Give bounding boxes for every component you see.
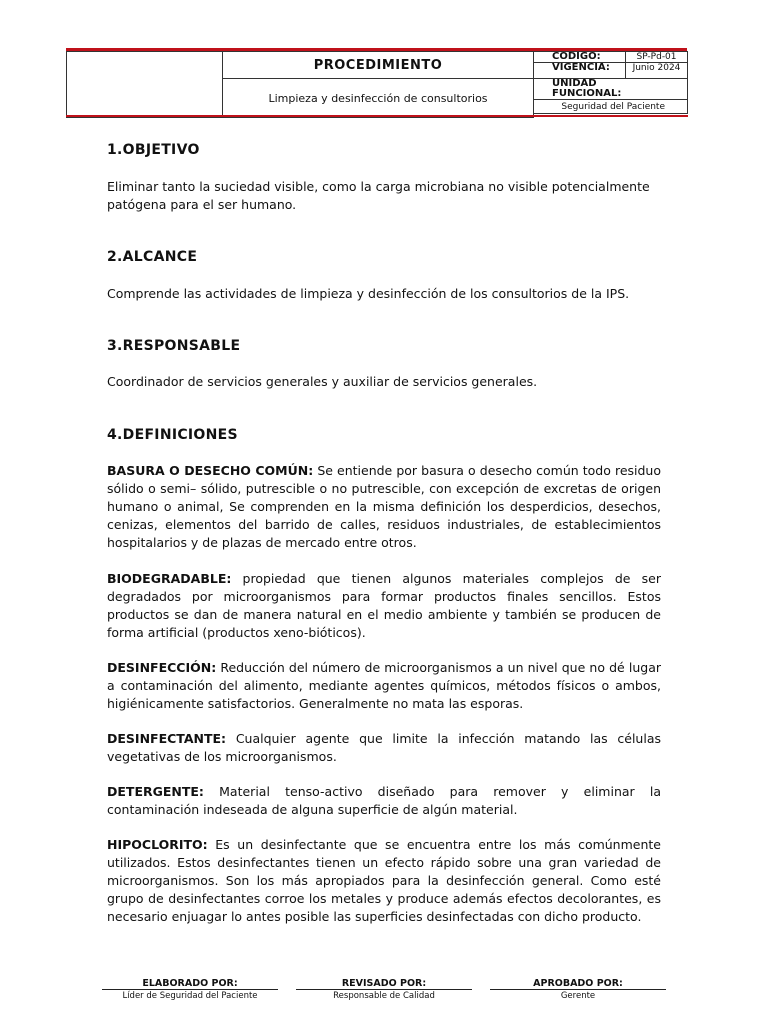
aprobado-label: APROBADO POR: [533,978,623,989]
definition-basura [107,462,661,552]
heading-objetivo: 1.OBJETIVO [107,142,200,158]
footer-revisado [296,978,472,1001]
definition-text: Es un desinfectante que se encuentra entre los más comúnmente utilizados. Estos desinfectantes tienen un efecto rápido sobre una gran variedad de microorganismos. Son los más apropiados para la desinfección general. Como esté grupo de desinfectantes corroe los metales y produce además efectos decolorantes, es necesario enjuagar lo antes posible las superficies desinfectadas con dicho producto. [107,837,661,924]
definition-term: DETERGENTE: [107,784,204,799]
definition-term: DESINFECCIÓN: [107,660,217,675]
signature-line [490,989,666,990]
unidad-value: Seguridad del Paciente [534,100,688,114]
unidad-label [534,79,688,100]
heading-alcance: 2.ALCANCE [107,249,198,265]
definition-desinfeccion [107,659,661,713]
definition-detergente [107,783,661,819]
vigencia-label: VIGENCIA: [534,63,626,79]
text-responsable: Coordinador de servicios generales y auxiliar de servicios generales. [107,374,538,389]
definition-term: BIODEGRADABLE: [107,571,232,586]
document-header [66,51,688,118]
definition-text: propiedad que tienen algunos materiales complejos de ser degradados por microorganismos para formar productos finales sencillos. Estos productos se dan de manera natural en el medio ambiente y también se producen de forma artificial (productos xeno-bióticos). [107,571,661,640]
logo-area [67,52,223,118]
footer-aprobado [490,978,666,1001]
definition-term: DESINFECTANTE: [107,731,227,746]
definition-text: Reducción del número de microorganismos a un nivel que no dé lugar a contaminación del alimento, mediante agentes químicos, métodos físicos o ambos, higiénicamente satisfactorios. Generalmente no mata las esporas. [107,660,661,711]
unidad-label-line-1: UNIDAD [552,78,597,89]
signature-line [296,989,472,990]
definition-term: BASURA O DESECHO COMÚN: [107,463,314,478]
aprobado-value: Gerente [560,991,596,1001]
definition-hipoclorito [107,836,661,926]
vigencia-value: Junio 2024 [626,63,688,79]
unidad-label-line-2: FUNCIONAL: [552,88,622,99]
footer-elaborado [102,978,278,1001]
codigo-value: SP-Pd-01 [626,52,688,63]
definition-biodegradable [107,570,661,642]
definition-text: Se entiende por basura o desecho común todo residuo sólido o semi– sólido, putrescible o no putrescible, con excepción de excretas de origen humano o animal, Se comprenden en la misma definición los desperdicios, desechos, cenizas, elementos del barrido de calles, residuos industriales, de establecimientos hospitalarios y de plazas de mercado entre otros. [107,463,662,550]
definition-text: Cualquier agente que limite la infección matando las células vegetativas de los microorganismos. [107,731,661,764]
revisado-label: REVISADO POR: [341,978,427,989]
header-bottom-rule [66,115,687,117]
elaborado-value: Líder de Seguridad del Paciente [122,991,258,1001]
document-subtitle: Limpieza y desinfección de consultorios [223,79,534,118]
definition-text: Material tenso-activo diseñado para remover y eliminar la contaminación indeseada de alguna superficie de algún material. [107,784,661,817]
definition-term: HIPOCLORITO: [107,837,208,852]
heading-definiciones: 4.DEFINICIONES [107,427,238,443]
text-alcance: Comprende las actividades de limpieza y desinfección de los consultorios de la IPS. [107,286,630,301]
document-title: PROCEDIMIENTO [223,52,534,79]
signature-line [102,989,278,990]
revisado-value: Responsable de Calidad [333,991,435,1001]
codigo-label: CODIGO: [534,52,626,63]
text-objetivo: Eliminar tanto la suciedad visible, como la carga microbiana no visible potencialmente patógena para el ser humano. [107,179,650,212]
elaborado-label: ELABORADO POR: [142,978,238,989]
heading-responsable: 3.RESPONSABLE [107,338,241,354]
definition-desinfectante [107,730,661,766]
